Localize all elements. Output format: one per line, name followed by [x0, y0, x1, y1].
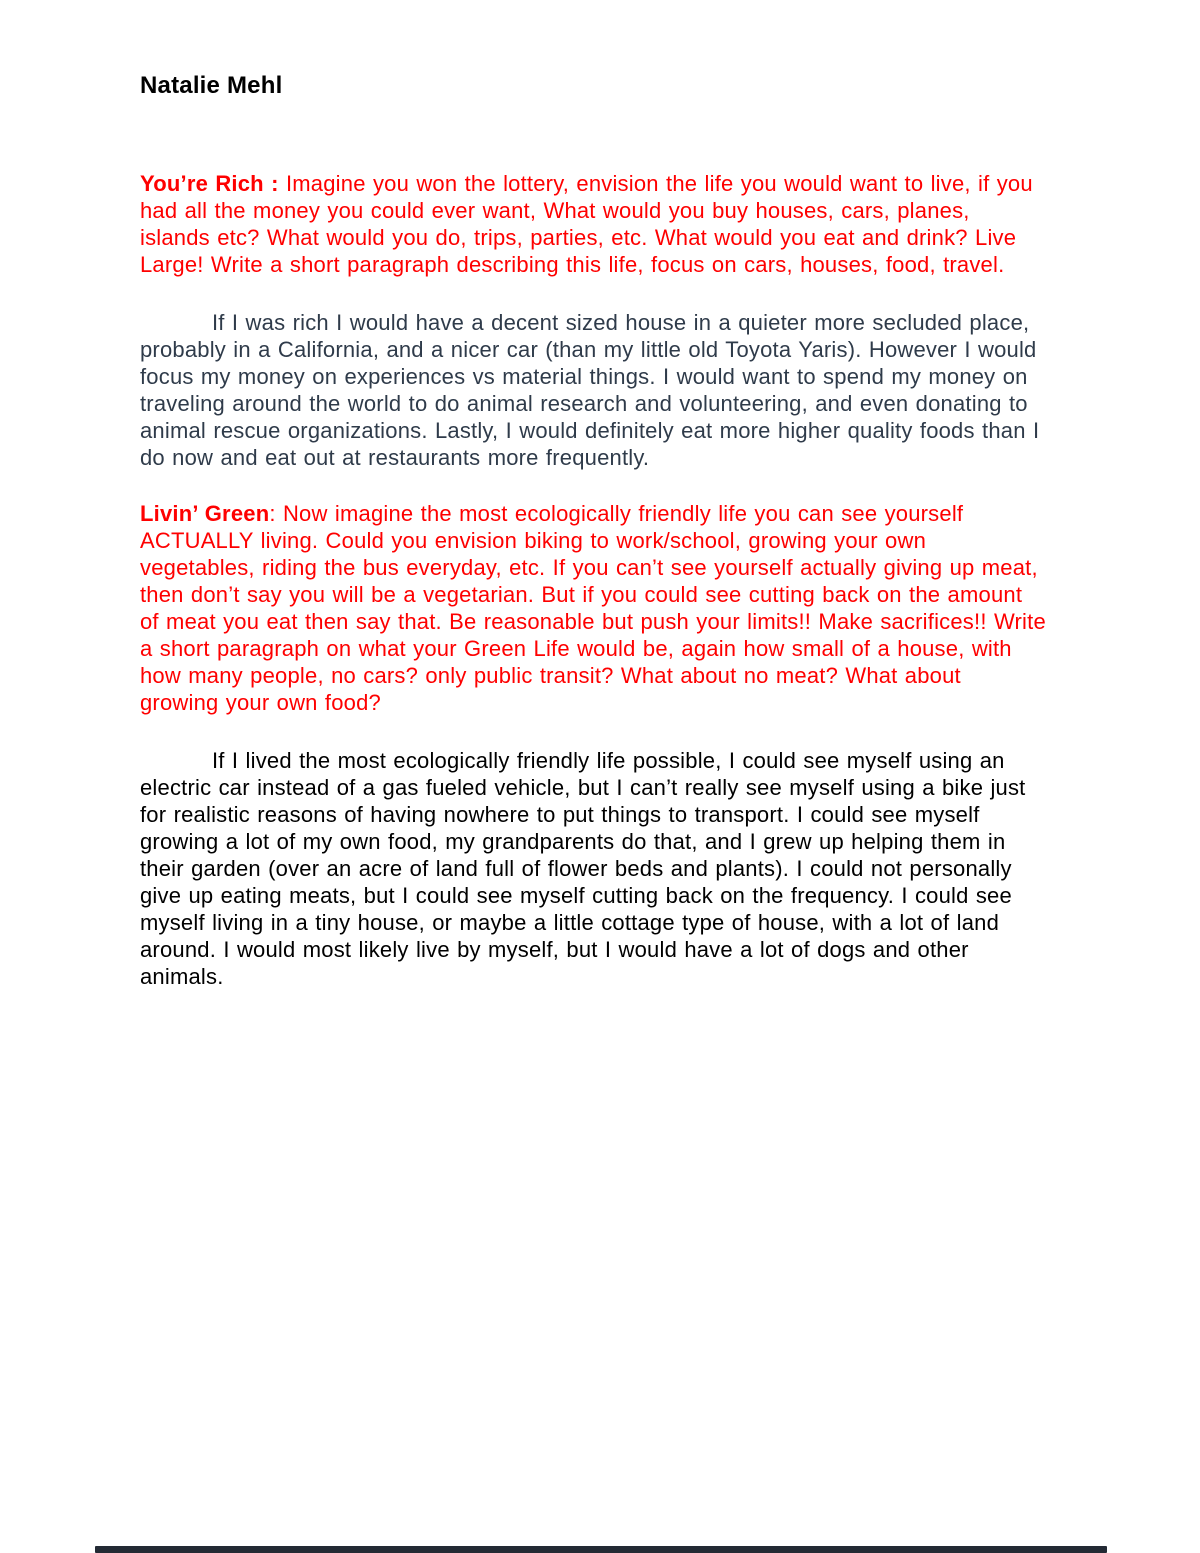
prompt-youre-rich-lead: You’re Rich :: [140, 171, 279, 196]
prompt-livin-green-body: : Now imagine the most ecologically friendly life you can see yourself ACTUALLY living. Could you envision biking to work/school, growing your own vegetables, riding the bus everyday, etc. If you can’t see yourself actually giving up meat, then don’t say you will be a vegetarian. But if you could see cutting back on the amount of meat you eat then say that. Be reasonable but push your limits!! Make sacrifices!! Write a short paragraph on what your Green Life would be, again how small of a house, with how many people, no cars? only public transit? What about no meat? What about growing your own food?: [140, 501, 1046, 715]
prompt-livin-green-lead: Livin’ Green: [140, 501, 270, 526]
next-page-edge: [95, 1546, 1107, 1553]
prompt-youre-rich: [140, 170, 1046, 278]
document-content: [140, 0, 1046, 990]
author-name: Natalie Mehl: [140, 72, 283, 99]
prompt-youre-rich-body: Imagine you won the lottery, envision the life you would want to live, if you had all the money you could ever want, What would you buy houses, cars, planes, islands etc? What would you do, trips, parties, etc. What would you eat and drink? Live Large! Write a short paragraph describing this life, focus on cars, houses, food, travel.: [140, 171, 1033, 277]
response-livin-green: If I lived the most ecologically friendly life possible, I could see myself using an electric car instead of a gas fueled vehicle, but I can’t really see myself using a bike just for realistic reasons of having nowhere to put things to transport. I could see myself growing a lot of my own food, my grandparents do that, and I grew up helping them in their garden (over an acre of land full of flower beds and plants). I could not personally give up eating meats, but I could see myself cutting back on the frequency. I could see myself living in a tiny house, or maybe a little cottage type of house, with a lot of land around. I would most likely live by myself, but I would have a lot of dogs and other animals.: [140, 748, 1026, 989]
response-youre-rich: If I was rich I would have a decent sized house in a quieter more secluded place, probably in a California, and a nicer car (than my little old Toyota Yaris). However I would focus my money on experiences vs material things. I would want to spend my money on traveling around the world to do animal research and volunteering, and even donating to animal rescue organizations. Lastly, I would definitely eat more higher quality foods than I do now and eat out at restaurants more frequently.: [140, 310, 1040, 470]
prompt-livin-green: [140, 500, 1046, 716]
